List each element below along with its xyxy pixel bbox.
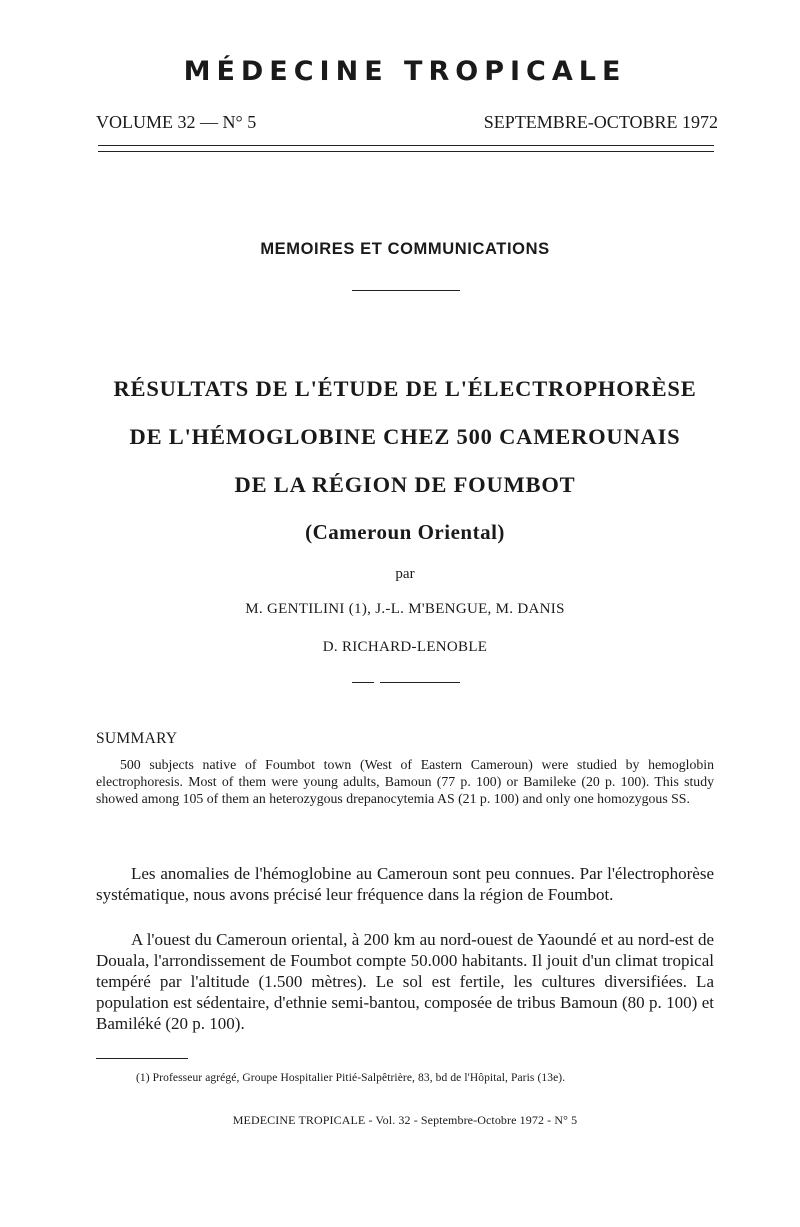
journal-title: MÉDECINE TROPICALE [183, 56, 627, 87]
summary-heading: SUMMARY [96, 730, 178, 747]
article-title-line-3: DE LA RÉGION DE FOUMBOT [234, 472, 576, 497]
article-title-line-1: RÉSULTATS DE L'ÉTUDE DE L'ÉLECTROPHORÈSE [113, 376, 697, 401]
summary-text: 500 subjects native of Foumbot town (West of Eastern Cameroun) were studied by hemoglobin electrophoresis. Most of them were young adults, Bamoun (77 p. 100) or Bamileke (20 p. 100). This study showed among 105 of them an heterozygous drepanocytemia AS (21 p. 100) and only one homozygous SS. [96, 757, 714, 806]
authors-divider-long [380, 682, 460, 683]
header-double-rule [98, 145, 714, 152]
authors-divider-short [352, 682, 374, 683]
footnote-rule [96, 1058, 188, 1059]
body-paragraph-1: Les anomalies de l'hémoglobine au Cameroun sont peu connues. Par l'électrophorèse systématique, nous avons précisé leur fréquence dans la région de Foumbot. [96, 864, 714, 904]
body-paragraph-2: A l'ouest du Cameroun oriental, à 200 km au nord-ouest de Yaoundé et au nord-est de Douala, l'arrondissement de Foumbot compte 50.000 habitants. Il jouit d'un climat tropical tempéré par l'altitude (1.500 mètres). Le sol est fertile, les cultures diversifiées. La population est sédentaire, d'ethnie semi-bantou, composée de tribus Bamoun (80 p. 100) et Bamiléké (20 p. 100). [96, 930, 714, 1033]
footnote: (1) Professeur agrégé, Groupe Hospitalier Pitié-Salpêtrière, 83, bd de l'Hôpital, Paris (13e). [136, 1072, 566, 1084]
issue-date: SEPTEMBRE-OCTOBRE 1972 [483, 112, 718, 132]
byline-par: par [395, 566, 415, 582]
authors-line-2: D. RICHARD-LENOBLE [322, 639, 488, 655]
section-divider [352, 290, 460, 291]
volume-number: VOLUME 32 — N° 5 [96, 112, 257, 132]
article-title-line-2: DE L'HÉMOGLOBINE CHEZ 500 CAMEROUNAIS [129, 424, 681, 449]
running-footer: MEDECINE TROPICALE - Vol. 32 - Septembre-Octobre 1972 - N° 5 [232, 1113, 578, 1127]
section-heading: MEMOIRES ET COMMUNICATIONS [260, 240, 550, 258]
article-subtitle: (Cameroun Oriental) [305, 520, 505, 544]
authors-line-1: M. GENTILINI (1), J.-L. M'BENGUE, M. DANIS [245, 601, 565, 617]
